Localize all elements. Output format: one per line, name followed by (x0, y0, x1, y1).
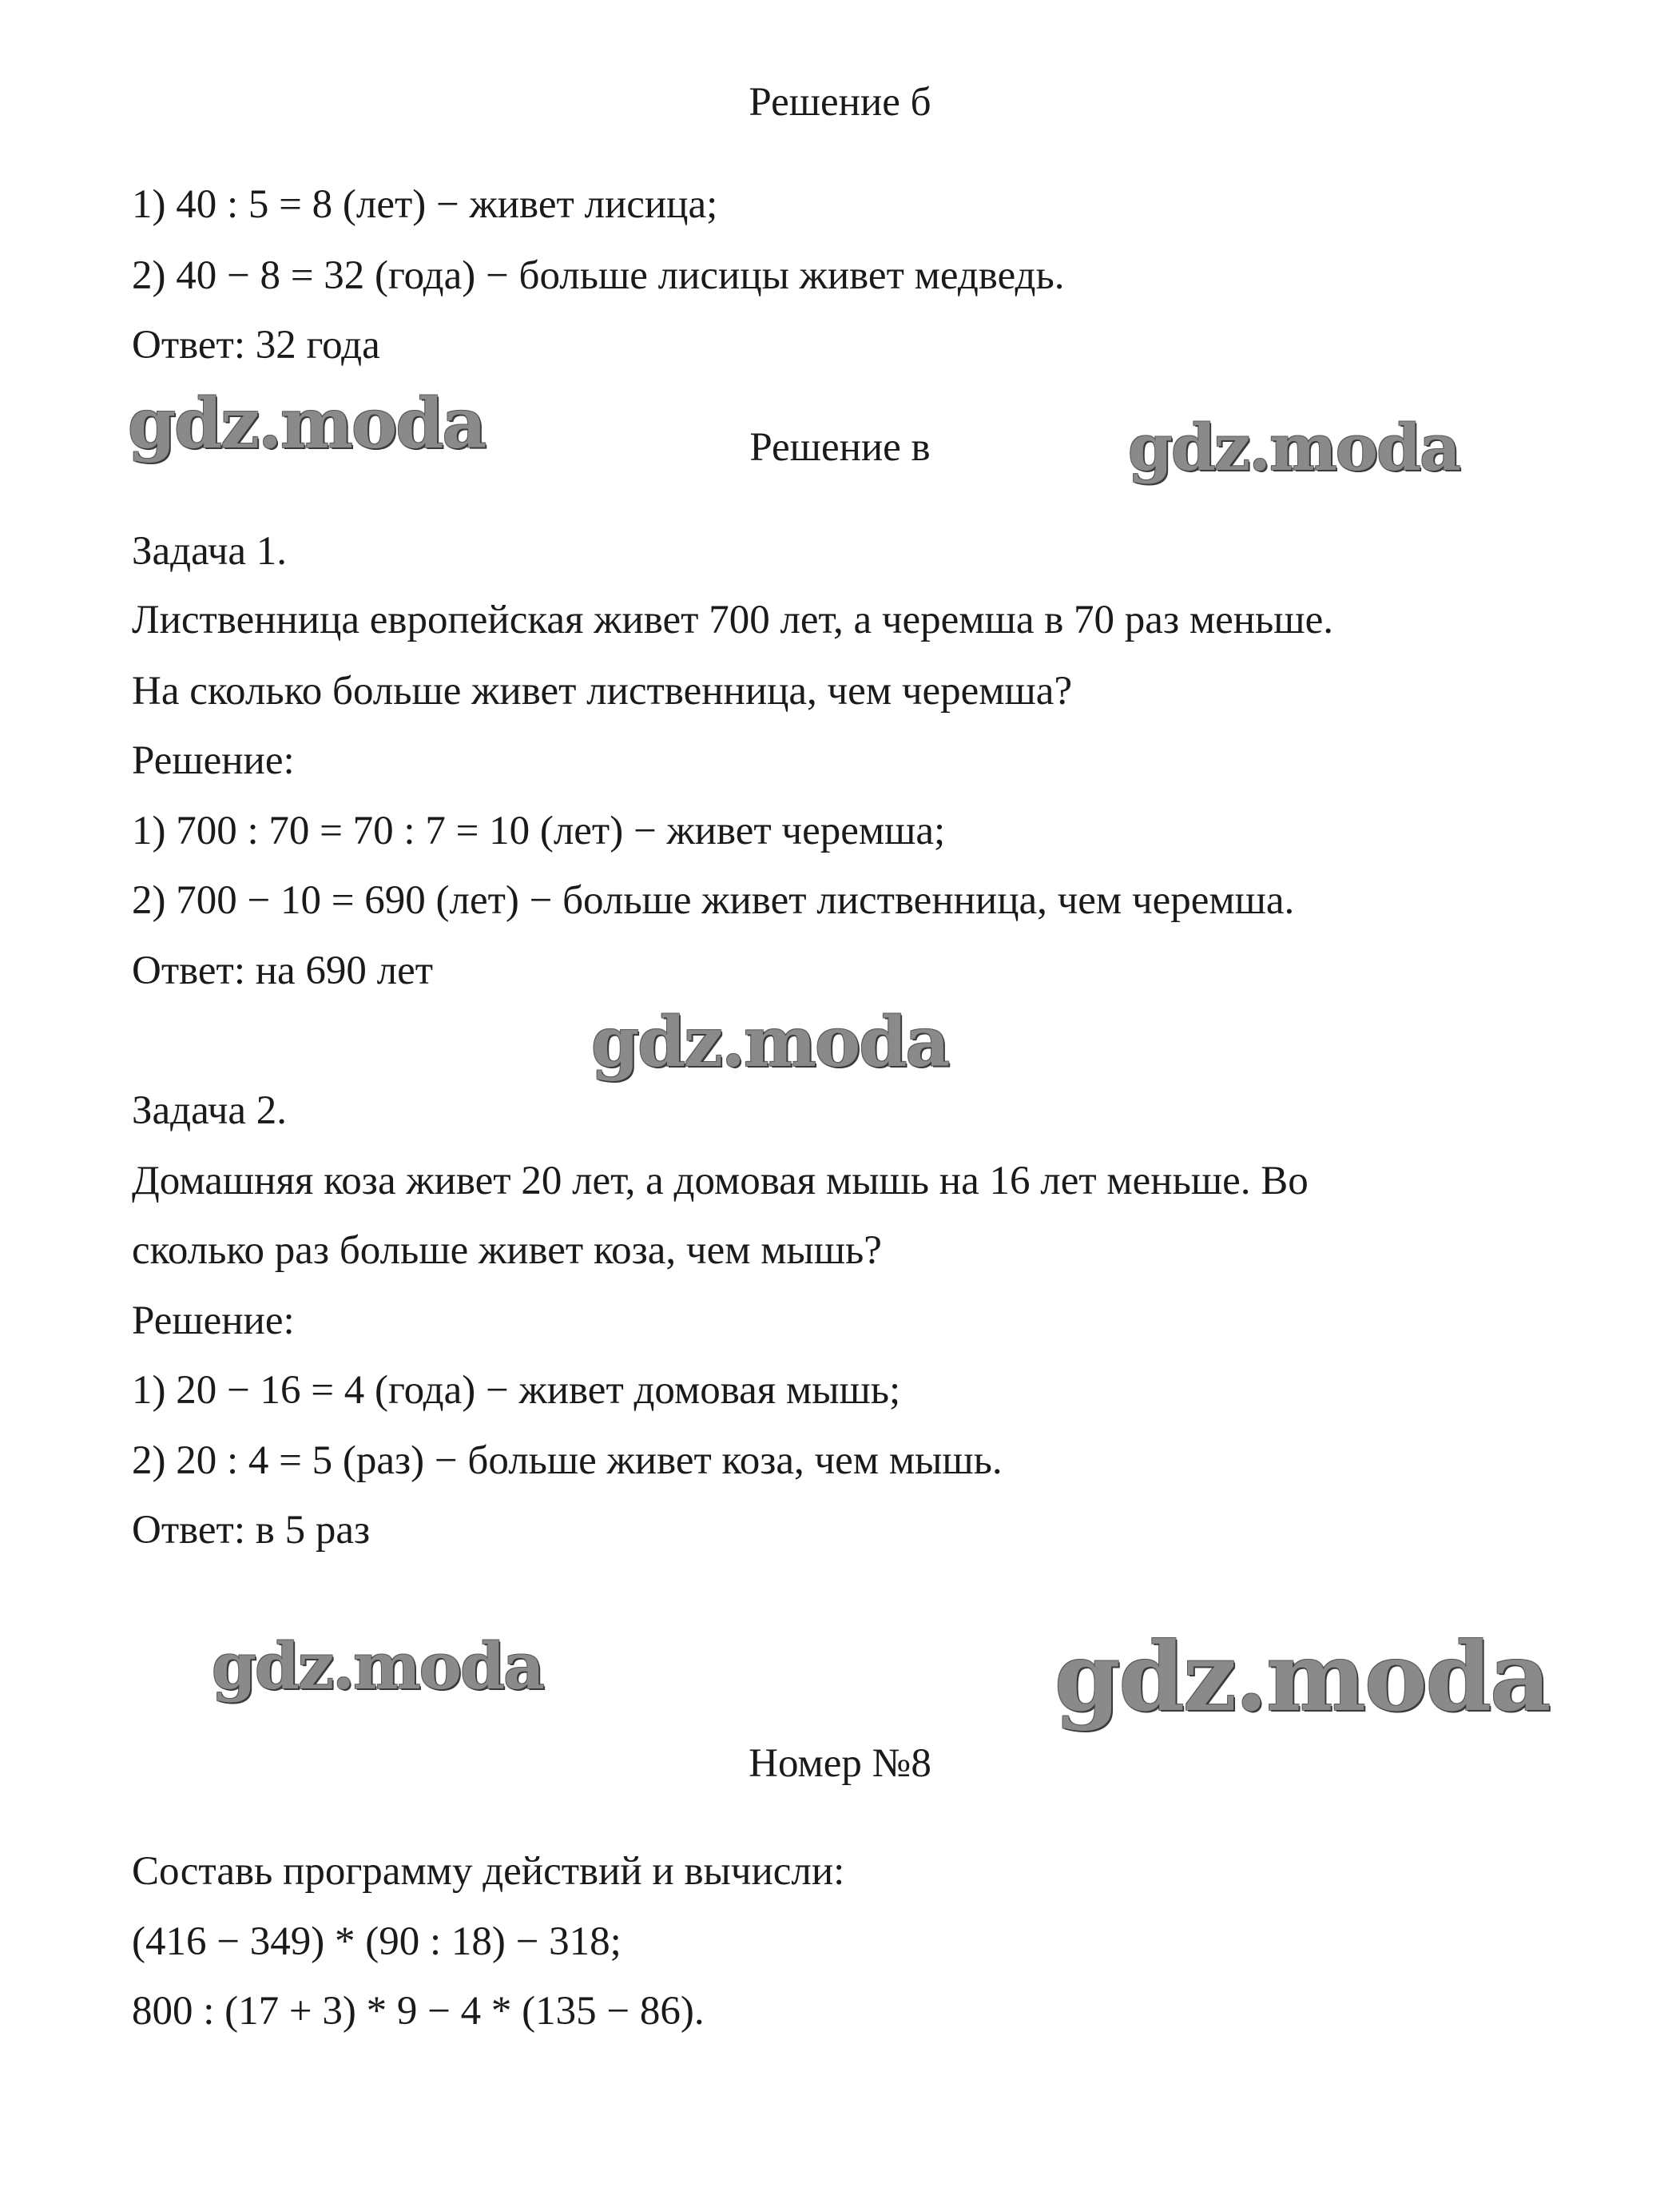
watermark-logo: gdz.moda (212, 1628, 543, 1704)
task2-step-1: 1) 20 − 16 = 4 (года) − живет домовая мышь; (132, 1368, 901, 1413)
watermark-logo: gdz.moda (1054, 1621, 1550, 1732)
watermark-logo: gdz.moda (591, 1002, 949, 1083)
watermark-logo: gdz.moda (128, 384, 486, 464)
task2-solution-label: Решение: (132, 1298, 295, 1343)
task2-answer: Ответ: в 5 раз (132, 1508, 371, 1553)
task1-solution-label: Решение: (132, 738, 295, 783)
task2-step-2: 2) 20 : 4 = 5 (раз) − больше живет коза, чем мышь. (132, 1438, 1003, 1483)
task1-heading: Задача 1. (132, 529, 288, 574)
watermark-logo: gdz.moda (1128, 410, 1460, 485)
task2-line-2: сколько раз больше живет коза, чем мышь? (132, 1228, 882, 1273)
section-b-answer: Ответ: 32 года (132, 323, 380, 368)
number8-instruction: Составь программу действий и вычисли: (132, 1849, 845, 1894)
task1-line-2: На сколько больше живет лиственница, чем черемша? (132, 669, 1073, 714)
task1-step-2: 2) 700 − 10 = 690 (лет) − больше живет лиственница, чем черемша. (132, 878, 1295, 923)
number8-expression-1: (416 − 349) * (90 : 18) − 318; (132, 1919, 622, 1964)
section-v-title: Решение в (749, 425, 931, 470)
task1-step-1: 1) 700 : 70 = 70 : 7 = 10 (лет) − живет черемша; (132, 809, 946, 853)
section-b-line-1: 1) 40 : 5 = 8 (лет) − живет лисица; (132, 182, 718, 227)
section-b-line-2: 2) 40 − 8 = 32 (года) − больше лисицы живет медведь. (132, 253, 1065, 298)
task2-heading: Задача 2. (132, 1088, 288, 1133)
task1-answer: Ответ: на 690 лет (132, 948, 434, 993)
task1-line-1: Лиственница европейская живет 700 лет, а черемша в 70 раз меньше. (132, 598, 1333, 642)
task2-line-1: Домашняя коза живет 20 лет, а домовая мышь на 16 лет меньше. Во (132, 1159, 1309, 1203)
section-b-title: Решение б (749, 80, 931, 125)
number8-expression-2: 800 : (17 + 3) * 9 − 4 * (135 − 86). (132, 1989, 705, 2034)
number8-title: Номер №8 (749, 1741, 931, 1786)
